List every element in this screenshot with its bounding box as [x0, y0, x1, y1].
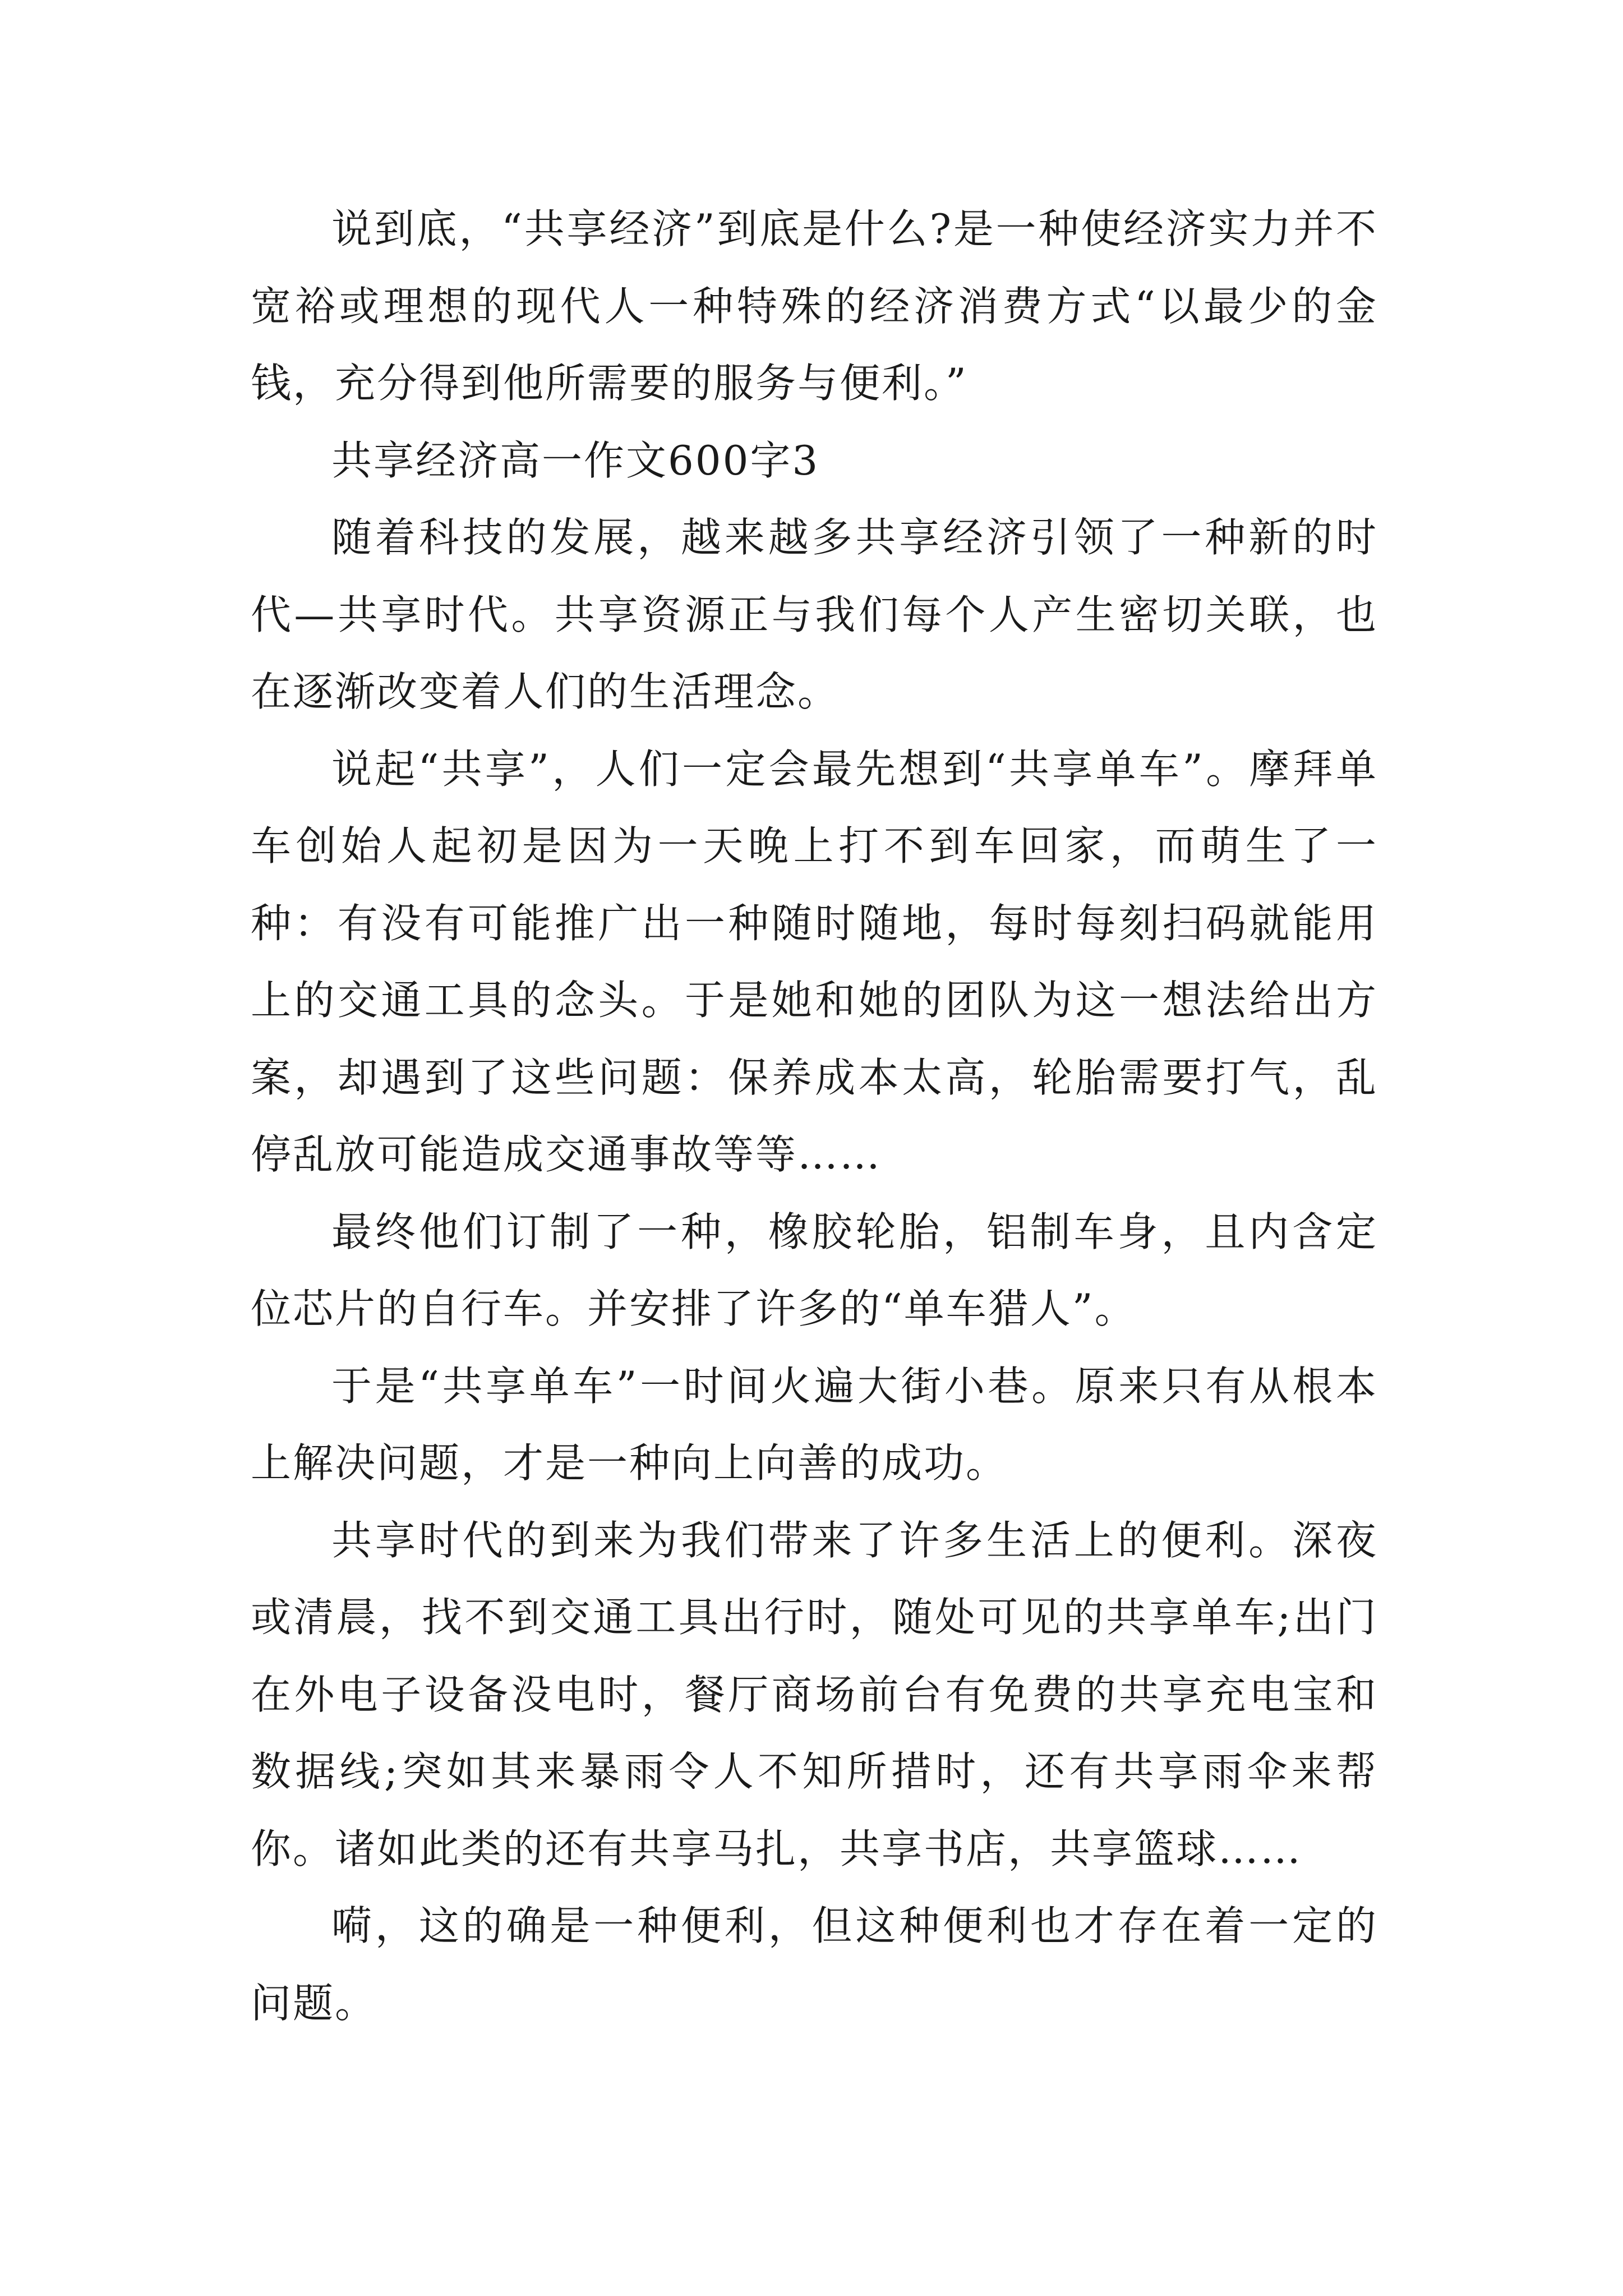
paragraph-7: 共享时代的到来为我们带来了许多生活上的便利。深夜或清晨，找不到交通工具出行时，随处可见的共享单车;出门在外电子设备没电时，餐厅商场前台有免费的共享充电宝和数据线;突如其来暴雨令人不知所措时，还有共享雨伞来帮你。诸如此类的还有共享马扎，共享书店，共享篮球…… — [251, 1516, 1378, 1872]
paragraph-1: 说到底，“共享经济”到底是什么?是一种使经济实力并不宽裕或理想的现代人一种特殊的经济消费方式“以最少的金钱，充分得到他所需要的服务与便利。” — [251, 205, 1378, 407]
document-body — [251, 191, 1378, 2042]
paragraph-2-heading: 共享经济高一作文600字3 — [331, 436, 820, 484]
paragraph-3: 随着科技的发展，越来越多共享经济引领了一种新的时代—共享时代。共享资源正与我们每个人产生密切关联，也在逐渐改变着人们的生活理念。 — [251, 514, 1378, 715]
paragraph-6: 于是“共享单车”一时间火遍大街小巷。原来只有从根本上解决问题，才是一种向上向善的成功。 — [251, 1362, 1378, 1487]
paragraph-5: 最终他们订制了一种，橡胶轮胎，铝制车身，且内含定位芯片的自行车。并安排了许多的“单车猎人”。 — [251, 1208, 1378, 1332]
paragraph-8: 嗬，这的确是一种便利，但这种便利也才存在着一定的问题。 — [251, 1902, 1378, 2027]
paragraph-4: 说起“共享”，人们一定会最先想到“共享单车”。摩拜单车创始人起初是因为一天晚上打不到车回家，而萌生了一种：有没有可能推广出一种随时随地，每时每刻扫码就能用上的交通工具的念头。于是她和她的团队为这一想法给出方案，却遇到了这些问题：保养成本太高，轮胎需要打气，乱停乱放可能造成交通事故等等…… — [251, 745, 1378, 1178]
